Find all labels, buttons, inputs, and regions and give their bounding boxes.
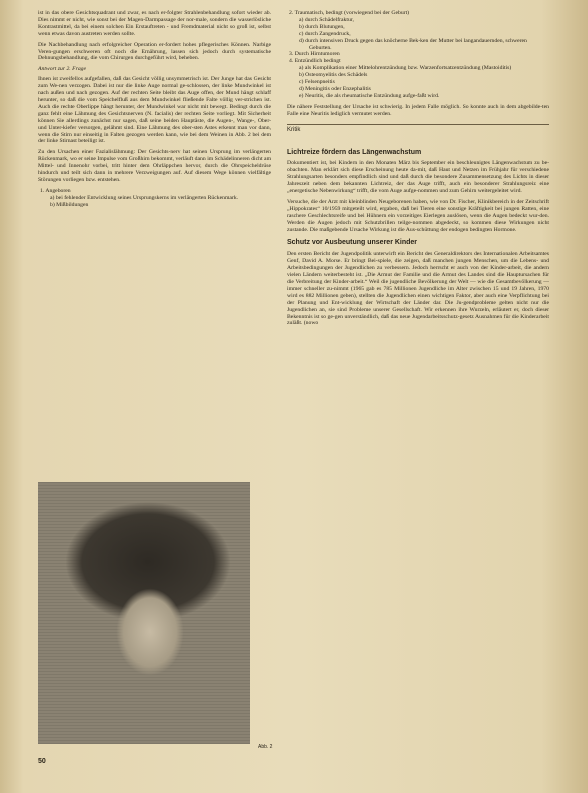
list-item: b) Osteomyelitis des Schädels — [299, 72, 368, 79]
paragraph: Den ersten Bericht der Jugendpolitik unterwirft ein Bericht des Generaldirektors des Internationalen Arbeitsamtes Genf, David A. Morse. Er bringt Bei-spiele, die zeigen, daß manchen jungen Menschen, um die Lebens- und Arbeitsbedingungen der Jugendlichen zu verbessern. Jedoch herrscht er auch von der Kinder-arbeit, die andern vielen Ländern weiterbesteht ist. „Die Armut der Familie und die Armut des Landes sind die Hauptursachen für die Verbreitung der Kinder-arbeit.“ Weil die jugendliche Bevölkerung der Welt — wie die Gesamtbevölkerung — immer schneller zu-nimmt (1965 gab es 785 Millionen Jugendliche im Alter zwischen 15 und 19 Jahren, 1970 wird es 882 Millionen geben), stellten die Jugendlichen einen wichtigen Faktor, aber auch eine Verpflichtung bei der Planung und Ent-wicklung der Wirtschaft der Länder dar. Die Ju-gendprobleme gelten nicht nur die Jugendlichen an, sie sind Probleme unserer Gesellschaft. Wir erkennen ihre Wurzeln, erläutert er, doch dieser Bekenntnis ist so ge-gen unverständlich, daß das neue Jugendarbeitsschutz-gesetz Ausnahmen für die Kinderarbeit zuläßt. (nowo — [287, 251, 549, 327]
list-item: b) Mißbildungen — [50, 201, 89, 208]
list-item: a) bei fehlender Entwicklung seines Ursprungskerns im verlängerten Rückenmark. — [50, 194, 239, 201]
list-item: d) Meningitis oder Enzephalitis — [299, 85, 371, 92]
photo-caption: Abb. 2 — [258, 744, 273, 750]
left-column — [38, 10, 271, 213]
list-item: c) Felsenpneitis — [299, 79, 335, 86]
section-title-schutz: Schutz vor Ausbeutung unserer Kinder — [287, 239, 418, 247]
child-face-photo — [38, 482, 250, 744]
list-item: d) durch intensiven Druck gegen das knöcherne Bek-ken der Mutter bei langandauernden, schweren Geburten. — [299, 37, 527, 51]
list-item: b) durch Blutungen, — [299, 23, 345, 30]
paragraph: Die nähere Feststellung der Ursache ist schwierig. In jedem Falle möglich. So konnte auch in dem abgebilde-ten Falle eine Neuritis lediglich vermutet werden. — [287, 103, 549, 117]
list-item: 2. Traumatisch, bedingt (vorwiegend bei der Geburt) — [289, 10, 410, 16]
list-item: 1. Angeboren — [40, 187, 71, 194]
right-column — [287, 10, 549, 331]
page-number: 50 — [38, 758, 46, 765]
list-item: a) als Komplikation einer Mittelohrentzündung bzw. Warzenfortsatzentzündung (Mastoiditis) — [299, 65, 512, 72]
list-item: c) durch Zangendruck, — [299, 30, 351, 37]
cause-list — [287, 10, 549, 100]
answer-heading: Antwort zur 2. Frage — [38, 66, 87, 73]
paragraph: Die Nachbehandlung nach erfolgreicher Operation er-fordert hohes pflegerisches Können. Narbige Veren-gungen erschweren oft noch die Ernährung, lassen sich jedoch durch systematische Dehnungsbehandlung, die vom Chirurgen durchgeführt wird, beheben. — [38, 41, 271, 62]
kritik-label: Kritik — [287, 126, 301, 133]
cause-list — [38, 188, 271, 209]
section-title-lichtreize: Lichtreize fördern das Längenwachstum — [287, 148, 422, 156]
paragraph: Zu den Ursachen einer Fazialislähmung: Der Gesichts-nerv hat seinen Ursprung im verlängerten Rückenmark, wo er seine Impulse vom Großhirn bekommt, verläuft dann im Schädelinneren dicht am Mittel- und Innenohr vorbei, tritt hinter dem Ohrläppchen hervor, durch die Ohrspeicheldrüse hindurch und teilt sich dann in mehrere Verzweigungen auf. Auf diesem Wege können vielfältige Störungen vorliegen bzw. entstehen. — [38, 149, 271, 183]
list-item: 3. Durch Hirntumoren — [289, 51, 340, 58]
paragraph: Dokumentiert ist, bei Kindern in den Monaten März bis September ein beschleunigtes Längenwachstum zu be-obachten. Man erklärt sich diese Erscheinung heute da-mit, daß Haut und Netzen im Frühjahr für verschiedene Strahlungsarten besonders empfindlich sind und daß durch die besondere Zusammensetzung des Lichts in dieser Jahreszeit neben dem bekannten Lichtreiz, der das Auge trifft, auch ein besonderer Strahlungsreiz eine „energetische Nebenwirkung“ trifft, die vom Auge aufge-nommen und zum Gehirn weitergeleitet wird. — [287, 160, 549, 195]
paragraph: ist in das obere Gesichtsquadrant und zwar, es nach er-folgter Strahlenbehandlung sofort wieder ab. Dies nimmt er nicht, wie sonst bei der Magen-Darmpassage der nor-male, sondern die wasserlösliche Kontrastmittel, da bei einem solchen Ein Erstauftreten - und Fremdmaterial nicht so groß ist, selbst wenn etwas davon austreten werden sollte. — [38, 10, 271, 37]
list-item: 4. Entzündlich bedingt — [289, 58, 341, 65]
section-divider — [287, 124, 549, 125]
list-item: a) durch Schädelfraktur, — [299, 16, 354, 23]
paragraph: Ihnen ist zweifellos aufgefallen, daß das Gesicht völlig unsymmetrisch ist. Der Junge hat das Gesicht zum We-nen verzogen. Dabei ist nur die linke Auge normal ge-schlossen, der linke Mundwinkel ist nach außen und nach gezogen. Auf der rechten Seite bleibt das Auge offen, der Mund hängt schlaff herunter, so daß die vom Speichelfluß aus dem Mundwinkel fließende Falte völlig ver-strichen ist. Auch die rechte Oberlippe hängt herunter, der Mundwinkel war nicht mit bewegt. Bedingt durch die ganz fehlt eine Lähmung des Gesichtsnerven (N. facialis) der rechten Seite vorliegt. Mit Sicherheit können Sie allerdings zunächst nur sagen, daß seine beiden Hauptäste, die Augen-, Wange-, Ober- und Unter-kiefer versorgen, gelähmt sind. Eine Lähmung des ober-sten Astes erkennt man vor dann, wenn die Stirn nur einseitig in Falten gezogen werden kann, wie bei dem Weinen in Abb. 2 bei dem der linke Stirnast beteiligt ist. — [38, 76, 271, 145]
list-item: e) Neuritis, die als rheumatische Entzündung aufge-faßt wird. — [299, 92, 440, 99]
paragraph: Versuche, die der Arzt mit kleinblinden Neugeborenen haben, wie von Dr. Fischer, Klinikbereich in der Zeitschrift „Hippokrates“ 10/1959 mitgeteilt wird, ergaben, daß bei Tieren eine sonstige Kräftigkeit bei jungen Ratten, eine raschere Geschlechtsreife und bei Hühnern ein vorzeitiges Eierlegen auslösen, wenn die Augen bedeckt wur-den. Werden die Augen jedoch mit Schutzbrillen teilge-nommen abgedeckt, so kommen diese Wirkungen nicht zustande. Die maßgebende Ursache Wirkung ist die Aus-schüttung der endogen bedingten Hormone. — [287, 198, 549, 233]
